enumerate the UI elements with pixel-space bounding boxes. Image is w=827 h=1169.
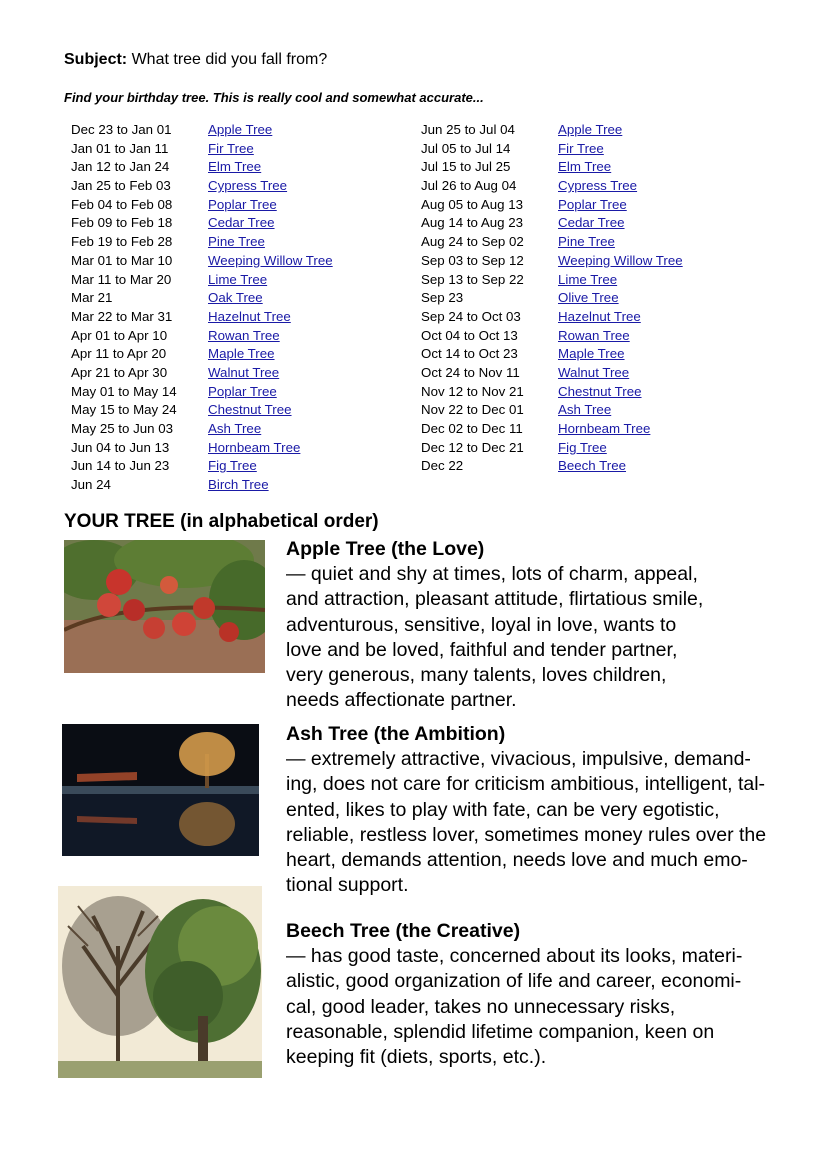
birthday-date-range: Jun 24: [71, 477, 111, 493]
tree-link[interactable]: Elm Tree: [208, 159, 262, 175]
birthday-date-range: Mar 21: [71, 290, 113, 306]
birthday-date-range: Dec 02 to Dec 11: [421, 421, 523, 436]
tree-link[interactable]: Beech Tree: [558, 458, 627, 474]
tree-link[interactable]: Chestnut Tree: [208, 402, 292, 418]
tree-link[interactable]: Fig Tree: [208, 458, 257, 474]
birthday-date-range: Apr 11 to Apr 20: [71, 346, 167, 362]
tree-entry: [286, 919, 742, 1070]
birthday-date-range: Dec 22: [421, 458, 464, 474]
birthday-date-range: Oct 24 to Nov 11: [421, 364, 520, 380]
birthday-row: [421, 177, 683, 196]
birthday-date-range: May 01 to May 14: [71, 383, 177, 399]
birthday-row: [71, 401, 333, 420]
email-subject: [64, 51, 327, 69]
birthday-row: [421, 271, 683, 290]
birthday-date-range: May 15 to May 24: [71, 402, 177, 418]
tree-link[interactable]: Pine Tree: [208, 234, 265, 250]
tree-link[interactable]: Lime Tree: [558, 271, 618, 287]
birthday-row: [71, 233, 333, 252]
birthday-row: [421, 196, 683, 215]
birthday-date-range: Dec 23 to Jan 01: [71, 122, 172, 137]
tree-entry-title: Beech Tree (the Creative): [286, 920, 521, 942]
tree-link[interactable]: Apple Tree: [208, 122, 273, 137]
birthday-row: [71, 420, 333, 439]
tree-link[interactable]: Maple Tree: [558, 346, 625, 362]
birthday-date-range: Jun 25 to Jul 04: [421, 122, 515, 137]
birthday-row: [421, 252, 683, 271]
tree-link[interactable]: Weeping Willow Tree: [558, 252, 683, 268]
birthday-date-range: Jul 15 to Jul 25: [421, 159, 511, 175]
birthday-date-range: Jul 26 to Aug 04: [421, 178, 517, 194]
tree-entry: [286, 537, 703, 713]
tree-entry: [286, 722, 766, 898]
tree-entry-description: — extremely attractive, vivacious, impulsive, demand- ing, does not care for criticism ambitious, intelligent, tal- ented, likes to play with fate, can be very egotistic, reliable, restless lover, sometimes money rules over the heart, demands attention, needs love and much emo- tional support.: [286, 748, 767, 897]
birthday-row: [71, 289, 333, 308]
tree-link[interactable]: Ash Tree: [558, 402, 612, 418]
birthday-date-range: Nov 22 to Dec 01: [421, 402, 524, 418]
birthday-date-range: Sep 23: [421, 290, 464, 306]
tree-entry-description: — quiet and shy at times, lots of charm, appeal, and attraction, pleasant attitude, flirtatious smile, adventurous, sensitive, loyal in love, wants to love and be loved, faithful and tender partner, very generous, many talents, loves children, needs affectionate partner.: [286, 563, 704, 712]
birthday-date-range: Mar 22 to Mar 31: [71, 308, 173, 324]
tree-link[interactable]: Maple Tree: [208, 346, 275, 362]
birthday-row: [71, 439, 333, 458]
apple-tree-image: [64, 540, 265, 673]
birthday-date-range: Feb 04 to Feb 08: [71, 196, 173, 212]
tree-entry-title: Ash Tree (the Ambition): [286, 723, 506, 745]
tree-link[interactable]: Ash Tree: [208, 421, 262, 436]
birthday-date-range: Jan 25 to Feb 03: [71, 178, 171, 194]
birthday-date-range: Jan 12 to Jan 24: [71, 159, 170, 175]
tree-link[interactable]: Lime Tree: [208, 271, 268, 287]
birthday-row: [421, 121, 683, 140]
tree-link[interactable]: Apple Tree: [558, 122, 623, 137]
tree-link[interactable]: Chestnut Tree: [558, 383, 642, 399]
birthday-row: [421, 364, 683, 383]
tree-link[interactable]: Fir Tree: [558, 140, 604, 156]
birthday-row: [71, 383, 333, 402]
birthday-date-range: Oct 14 to Oct 23: [421, 346, 518, 362]
birthday-date-range: Aug 24 to Sep 02: [421, 234, 524, 250]
birthday-date-range: May 25 to Jun 03: [71, 421, 174, 436]
birthday-row: [421, 233, 683, 252]
birthday-date-range: Apr 21 to Apr 30: [71, 364, 168, 380]
birthday-row: [421, 439, 683, 458]
birthday-row: [421, 420, 683, 439]
birthday-row: [421, 214, 683, 233]
tree-link[interactable]: Hornbeam Tree: [208, 439, 301, 455]
tree-link[interactable]: Cypress Tree: [208, 178, 288, 194]
tree-link[interactable]: Fig Tree: [558, 439, 607, 455]
birthday-date-range: Jun 04 to Jun 13: [71, 439, 170, 455]
birthday-date-range: Apr 01 to Apr 10: [71, 327, 168, 343]
tree-link[interactable]: Elm Tree: [558, 159, 612, 175]
birthday-date-range: Aug 14 to Aug 23: [421, 215, 524, 231]
birthday-date-range: Jan 01 to Jan 11: [71, 140, 169, 156]
tree-link[interactable]: Birch Tree: [208, 477, 269, 493]
tree-entry-title: Apple Tree (the Love): [286, 538, 485, 560]
birthday-row: [421, 457, 683, 476]
subject-label: Subject:: [64, 51, 128, 68]
birthday-date-range: Sep 24 to Oct 03: [421, 308, 521, 324]
birthday-row: [421, 289, 683, 308]
birthday-row: [71, 177, 333, 196]
birthday-table-left: [71, 121, 333, 495]
ash-tree-image: [62, 724, 259, 856]
birthday-row: [71, 271, 333, 290]
birthday-date-range: Oct 04 to Oct 13: [421, 327, 518, 343]
intro-text: Find your birthday tree. This is really cool and somewhat accurate...: [64, 90, 484, 105]
tree-link[interactable]: Poplar Tree: [208, 383, 277, 399]
birthday-row: [71, 457, 333, 476]
tree-link[interactable]: Hazelnut Tree: [558, 308, 641, 324]
subject-text: What tree did you fall from?: [131, 51, 328, 68]
tree-link[interactable]: Weeping Willow Tree: [208, 252, 333, 268]
birthday-row: [421, 140, 683, 159]
birthday-date-range: Sep 13 to Sep 22: [421, 271, 524, 287]
tree-link[interactable]: Oak Tree: [208, 290, 263, 306]
birthday-date-range: Jun 14 to Jun 23: [71, 458, 170, 474]
tree-link[interactable]: Poplar Tree: [558, 196, 627, 212]
birthday-date-range: Feb 19 to Feb 28: [71, 234, 173, 250]
tree-link[interactable]: Fir Tree: [208, 140, 254, 156]
beech-tree-image: [58, 886, 262, 1078]
birthday-date-range: Feb 09 to Feb 18: [71, 215, 173, 231]
tree-link[interactable]: Walnut Tree: [558, 364, 630, 380]
tree-link[interactable]: Cedar Tree: [558, 215, 625, 231]
birthday-row: [71, 252, 333, 271]
tree-link[interactable]: Walnut Tree: [208, 364, 280, 380]
birthday-row: [421, 327, 683, 346]
birthday-row: [421, 401, 683, 420]
tree-link[interactable]: Rowan Tree: [558, 327, 630, 343]
birthday-date-range: Mar 01 to Mar 10: [71, 252, 173, 268]
birthday-date-range: Mar 11 to Mar 20: [71, 271, 172, 287]
birthday-row: [71, 476, 333, 495]
birthday-row: [421, 308, 683, 327]
birthday-date-range: Dec 12 to Dec 21: [421, 439, 524, 455]
tree-link[interactable]: Pine Tree: [558, 234, 615, 250]
birthday-date-range: Nov 12 to Nov 21: [421, 383, 524, 399]
birthday-row: [71, 158, 333, 177]
tree-link[interactable]: Hornbeam Tree: [558, 421, 651, 436]
birthday-row: [71, 214, 333, 233]
birthday-table-right: [421, 121, 683, 476]
birthday-row: [71, 308, 333, 327]
tree-link[interactable]: Hazelnut Tree: [208, 308, 291, 324]
section-title: YOUR TREE (in alphabetical order): [64, 511, 379, 532]
birthday-date-range: Jul 05 to Jul 14: [421, 140, 511, 156]
birthday-row: [71, 140, 333, 159]
birthday-row: [71, 327, 333, 346]
tree-link[interactable]: Cedar Tree: [208, 215, 275, 231]
tree-link[interactable]: Poplar Tree: [208, 196, 277, 212]
birthday-row: [421, 158, 683, 177]
birthday-row: [421, 345, 683, 364]
birthday-row: [71, 364, 333, 383]
tree-link[interactable]: Olive Tree: [558, 290, 619, 306]
birthday-row: [421, 383, 683, 402]
birthday-date-range: Aug 05 to Aug 13: [421, 196, 524, 212]
birthday-row: [71, 196, 333, 215]
tree-link[interactable]: Rowan Tree: [208, 327, 280, 343]
tree-entry-description: — has good taste, concerned about its looks, materi- alistic, good organization of life and career, economi- cal, good leader, takes no unnecessary risks, reasonable, splendid lifetime companion, keen on keeping fit (diets, sports, etc.).: [286, 945, 743, 1069]
birthday-row: [71, 121, 333, 140]
tree-link[interactable]: Cypress Tree: [558, 178, 638, 194]
birthday-date-range: Sep 03 to Sep 12: [421, 252, 524, 268]
birthday-row: [71, 345, 333, 364]
